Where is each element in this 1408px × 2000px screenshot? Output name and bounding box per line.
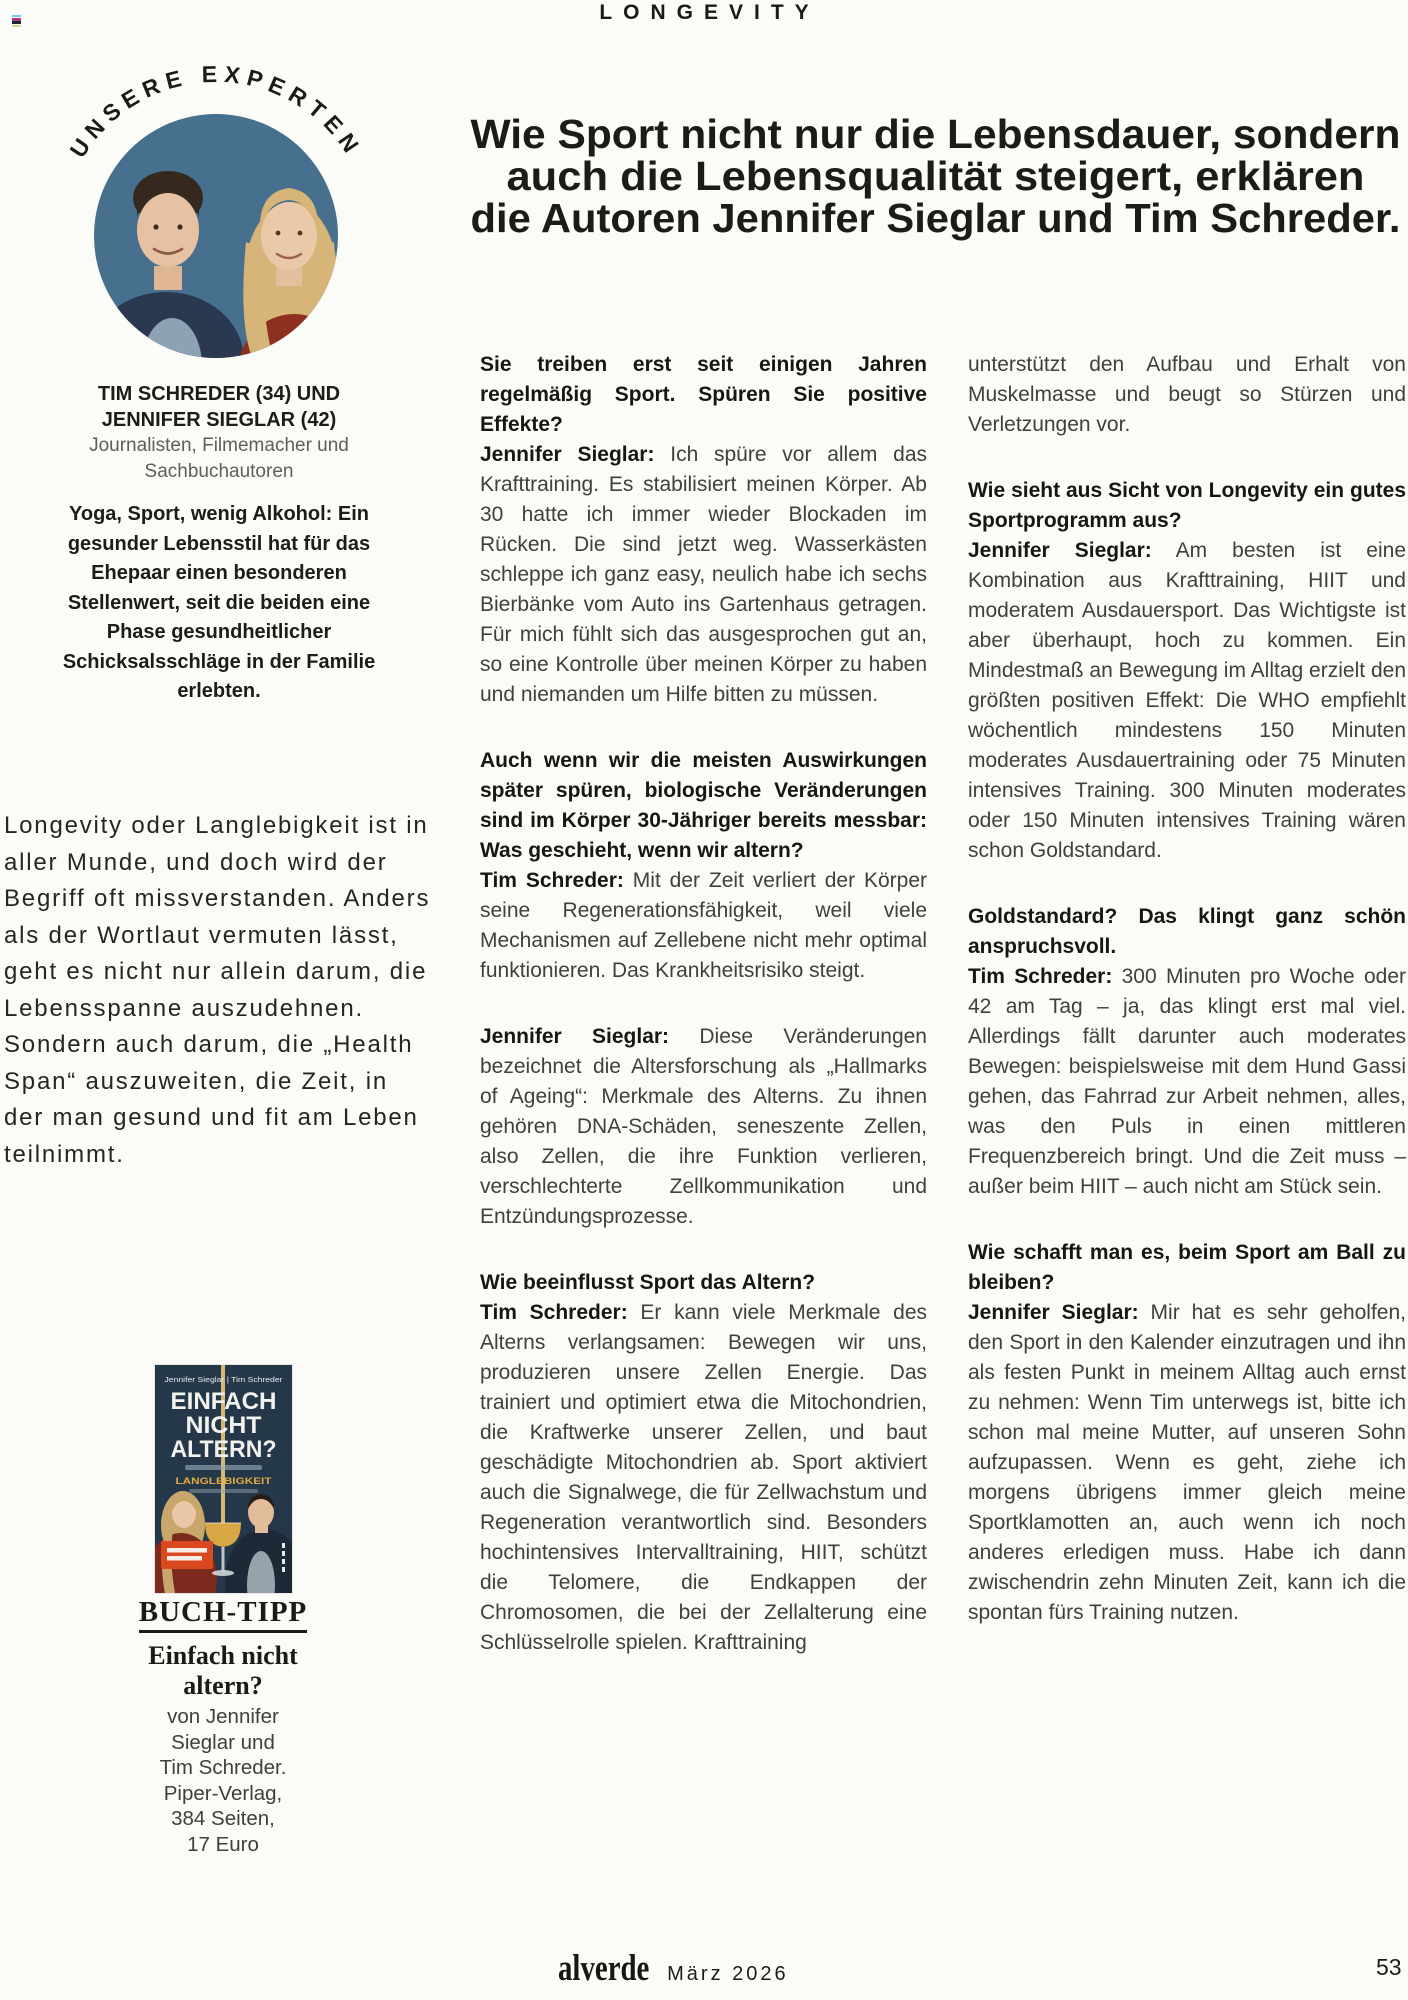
intro-standfirst <box>468 110 1403 250</box>
interview-column-1 <box>480 350 927 1694</box>
book-cover-badge <box>161 1541 213 1569</box>
book-title-line-1: EINFACH <box>170 1388 277 1415</box>
footer <box>558 1950 789 1987</box>
interview-column-2 <box>968 350 1406 1664</box>
interview-answer <box>968 536 1406 866</box>
speaker-name: Tim Schreder: <box>480 1301 628 1324</box>
speaker-name: Jennifer Sieglar: <box>480 1025 670 1048</box>
answer-text: Diese Veränderungen bezeichnet die Altersforschung als „Hallmarks of Ageing“: Merkmale des Alterns. Zu ihnen gehören DNA-Schäden, seneszente Zellen, also Zellen, die ihre Funktion verlieren, verschlechterte Zellkommunikation und Entzündungsprozesse. <box>480 1025 927 1228</box>
answer-text: 300 Minuten pro Woche oder 42 am Tag – ja, das klingt erst mal viel. Allerdings fällt darunter auch moderates Bewegen: beispielsweise mit dem Hund Gassi gehen, das Fahrrad zur Arbeit nehmen, alles, was den Puls in einen mittleren Frequenzbereich bringt. Und die Zeit muss – außer beim HIIT – auch nicht am Stück sein. <box>968 965 1407 1198</box>
interview-answer <box>480 866 927 986</box>
experts-arched-label: UNSERE EXPERTEN <box>64 60 368 163</box>
interview-answer-continued: unterstützt den Aufbau und Erhalt von Muskelmasse und beugt so Stürzen und Verletzungen vor. <box>968 353 1406 436</box>
intro-line-2: auch die Lebensqualität steigert, erklären <box>506 153 1365 199</box>
interview-question: Goldstandard? Das klingt ganz schön anspruchsvoll. <box>968 905 1406 958</box>
interview-question: Auch wenn wir die meisten Auswirkungen später spüren, biologische Veränderungen sind im Körper 30-Jähriger bereits messbar: Was geschieht, wenn wir altern? <box>480 749 927 862</box>
interview-question: Wie beeinflusst Sport das Altern? <box>480 1271 816 1294</box>
experts-portrait-figure <box>48 28 388 368</box>
book-title-line-2: NICHT <box>185 1412 262 1439</box>
answer-text: Ich spüre vor allem das Krafttraining. Es stabilisiert meinen Körper. Ab 30 hatte ich immer wieder Blockaden im Rücken. Die sind jetzt weg. Wasserkästen schleppe ich ganz easy, neulich habe ich sechs Bierbänke vom Auto ins Gartenhaus getragen. Für mich fühlt sich das ausgesprochen gut an, so eine Kontrolle über meinen Körper zu haben und niemanden um Hilfe bitten zu müssen. <box>480 443 927 706</box>
lead-paragraph: Longevity oder Langlebigkeit ist in aller Munde, und doch wird der Begriff oft missverstanden. Anders als der Wortlaut vermuten lässt, geht es nicht nur allein darum, die Lebensspanne auszudehnen. Sondern auch darum, die „Health Span“ auszuweiten, die Zeit, in der man gesund und fit am Leben teilnimmt. <box>4 812 431 1168</box>
interview-question: Sie treiben erst seit einigen Jahren regelmäßig Sport. Spüren Sie positive Effekte? <box>480 353 927 436</box>
interview-answer <box>480 440 927 710</box>
intro-line-3: die Autoren Jennifer Sieglar und Tim Schreder. <box>470 195 1401 241</box>
experts-names: TIM SCHREDER (34) UND JENNIFER SIEGLAR (42) <box>97 383 341 431</box>
answer-text: Mit der Zeit verliert der Körper seine Regenerationsfähigkeit, weil viele Mechanismen auf Zellebene nicht mehr optimal funktionieren. Das Krankheitsrisiko steigt. <box>480 869 927 982</box>
experts-photo <box>88 114 350 368</box>
intro-line-1: Wie Sport nicht nur die Lebensdauer, sondern <box>470 111 1401 157</box>
experts-bio <box>60 382 378 707</box>
experts-roles: Journalisten, Filmemacher und Sachbuchautoren <box>89 435 349 482</box>
book-cover-highlight: LANGLEBIGKEIT <box>175 1476 272 1487</box>
magazine-logo: alverde <box>558 1948 650 1989</box>
interview-question: Wie sieht aus Sicht von Longevity ein gutes Sportprogramm aus? <box>968 479 1406 532</box>
page-number: 53 <box>1376 1954 1402 1980</box>
book-cover-authors: Jennifer Sieglar | Tim Schreder <box>164 1375 284 1384</box>
interview-answer <box>968 1298 1406 1628</box>
book-tip-label: BUCH-TIPP <box>139 1596 308 1633</box>
section-kicker: LONGEVITY <box>599 1 820 24</box>
speaker-name: Tim Schreder: <box>480 869 624 892</box>
interview-question: Wie schafft man es, beim Sport am Ball zu bleiben? <box>968 1241 1406 1294</box>
book-title-line-3: ALTERN? <box>170 1436 277 1463</box>
book-tip-title: Einfach nicht altern? <box>148 1641 298 1700</box>
issue-date: März 2026 <box>667 1963 789 1985</box>
answer-text: Am besten ist eine Kombination aus Krafttraining, HIIT und moderatem Ausdauersport. Das Wichtigste ist aber überhaupt, hoch zu kommen. Ein Mindestmaß an Bewegung im Alltag erzielt den größten positiven Effekt: Die WHO empfiehlt wöchentlich mindestens 150 Minuten moderates Ausdauertraining oder 75 Minuten intensives Training. 300 Minuten moderates oder 150 Minuten intensives Training wären schon Goldstandard. <box>968 539 1406 862</box>
interview-answer <box>480 1298 927 1658</box>
answer-text: Er kann viele Merkmale des Alterns verlangsamen: Bewegen wir uns, produzieren unsere Zellen Energie. Das trainiert und optimiert etwa die Mitochondrien, die Kraftwerke unserer Zellen, und baut geschädigte Mitochondrien ab. Sport aktiviert auch die Signalwege, die für Zellwachstum und Regeneration verantwortlich sind. Besonders hochintensives Intervalltraining, HIIT, schützt die Telomere, die Endkappen der Chromosomen, die bei der Zellalterung eine Schlüsselrolle spielen. Krafttraining <box>480 1301 927 1654</box>
interview-answer <box>480 1022 927 1232</box>
answer-text: Mir hat es sehr geholfen, den Sport in den Kalender einzutragen und ihn als festen Punkt in meinem Alltag auch ernst zu nehmen: Wenn Tim unterwegs ist, bitte ich schon mal meine Mutter, auf unseren Sohn aufzupassen. Wenn es geht, ziehe ich morgens übrigens immer gleich meine Sportklamotten an, auch wenn ich noch anderes erledigen muss. Habe ich dann zwischendrin zehn Minuten Zeit, kann ich die spontan fürs Training nutzen. <box>968 1301 1406 1624</box>
book-tip-details: von Jennifer Sieglar und Tim Schreder. Piper-Verlag, 384 Seiten, 17 Euro <box>159 1705 287 1856</box>
speaker-name: Jennifer Sieglar: <box>968 539 1152 562</box>
book-tip-box <box>110 1596 336 1857</box>
interview-answer <box>968 962 1406 1202</box>
speaker-name: Jennifer Sieglar: <box>968 1301 1139 1324</box>
experts-bio-text: Yoga, Sport, wenig Alkohol: Ein gesunder Lebensstil hat für das Ehepaar einen besonderen Stellenwert, seit die beiden eine Phase gesundheitlicher Schicksalsschläge in der Familie erlebten. <box>62 503 376 702</box>
speaker-name: Jennifer Sieglar: <box>480 443 655 466</box>
book-cover-image <box>155 1365 292 1593</box>
speaker-name: Tim Schreder: <box>968 965 1113 988</box>
